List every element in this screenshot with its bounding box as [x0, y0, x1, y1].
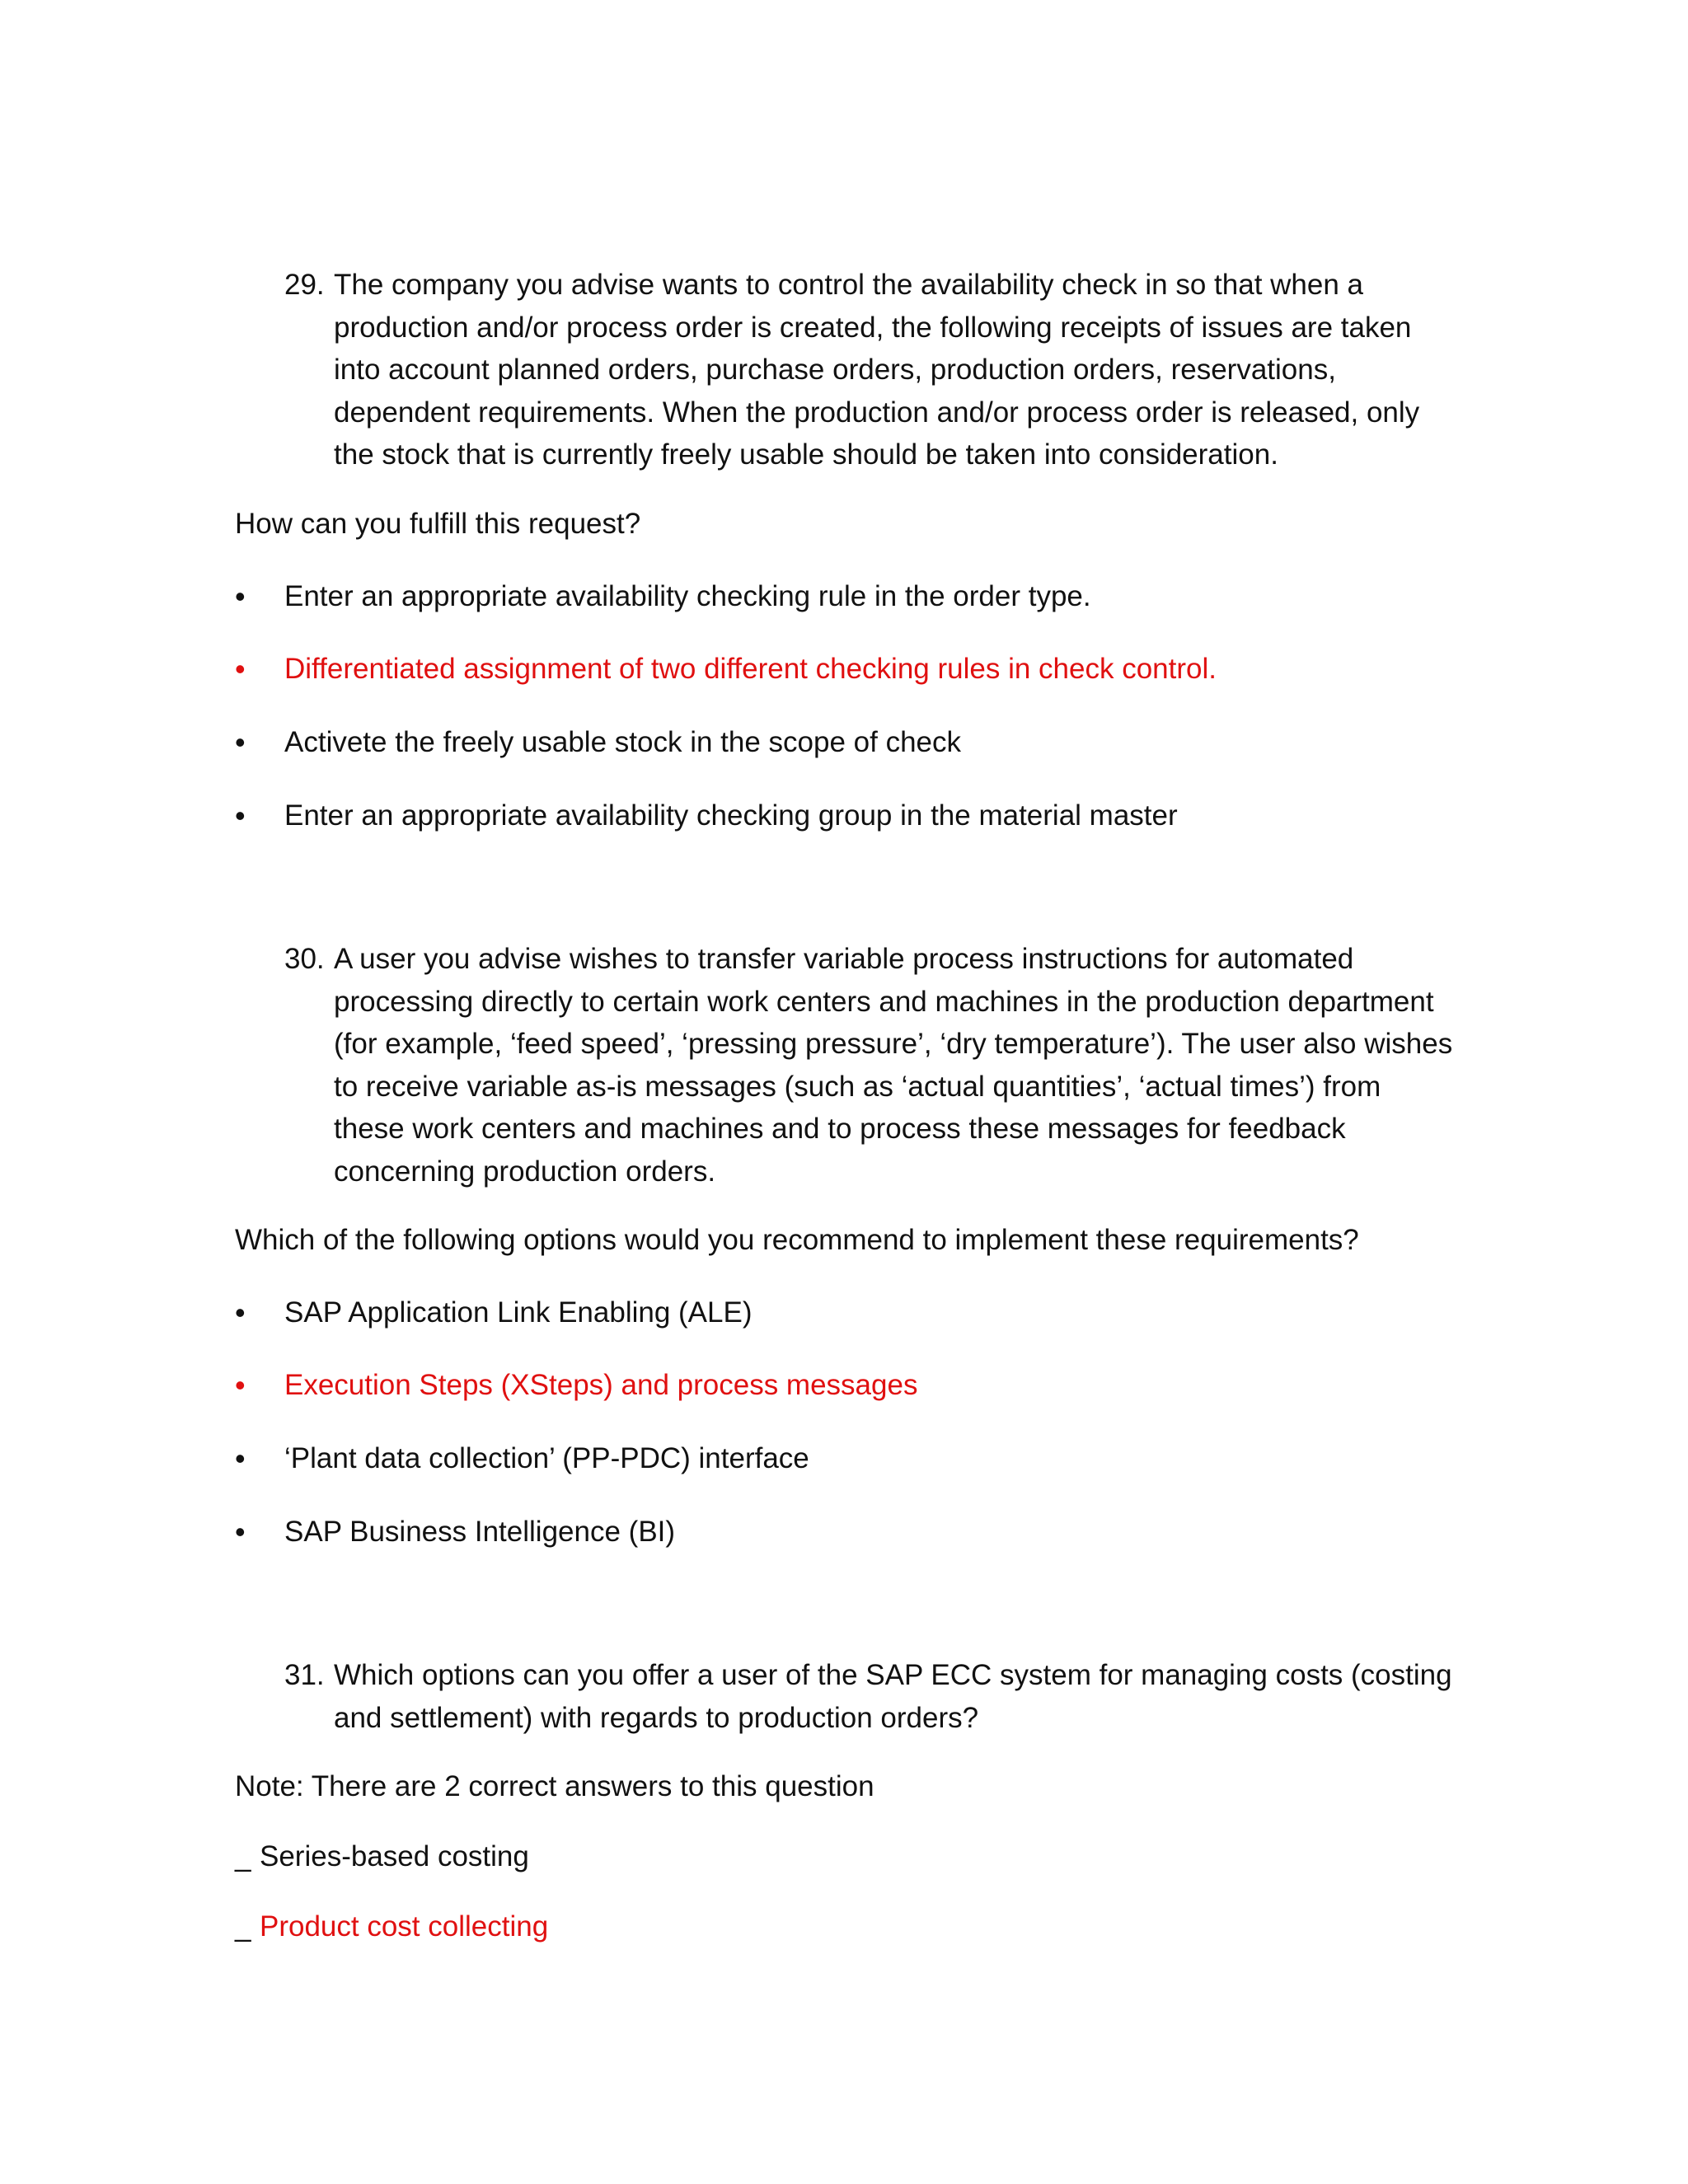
question-29 — [284, 264, 1455, 476]
answer-option-text: Product cost collecting — [260, 1910, 549, 1943]
bullet-icon: • — [235, 725, 246, 759]
answer-option-text: SAP Business Intelligence (BI) — [284, 1516, 676, 1548]
answer-option — [235, 724, 961, 761]
bullet-icon: • — [235, 1296, 246, 1329]
answer-option-text: ‘Plant data collection’ (PP-PDC) interface — [284, 1442, 809, 1474]
answer-option-correct — [235, 651, 1217, 687]
question-text: The company you advise wants to control the availability check in so that when a production and/or process order is created, the following receipts of issues are taken into account planned orders, purchase orders, production orders, reservations, dependent requirements. When the production and/or process order is released, only the stock that is currently freely usable should be taken into consideration. — [334, 269, 1420, 471]
answer-option — [235, 579, 1091, 615]
answer-option-text: Activete the freely usable stock in the scope of check — [284, 726, 961, 758]
question-31 — [284, 1654, 1455, 1739]
answer-option — [235, 1295, 753, 1331]
bullet-icon: • — [235, 652, 246, 686]
answer-option-text: Enter an appropriate availability checking group in the material master — [284, 799, 1178, 832]
answer-option-text: Differentiated assignment of two different checking rules in check control. — [284, 653, 1217, 685]
answer-option — [235, 1441, 809, 1477]
answer-option-text: SAP Application Link Enabling (ALE) — [284, 1296, 753, 1329]
answer-option-text: Series-based costing — [260, 1840, 529, 1872]
bullet-icon: • — [235, 799, 246, 832]
bullet-icon: • — [235, 1515, 246, 1549]
answer-option-correct — [235, 1909, 548, 1945]
answer-option-correct — [235, 1367, 918, 1404]
question-prompt: Which of the following options would you recommend to implement these requirements? — [235, 1224, 1359, 1256]
question-number: 31. — [284, 1659, 325, 1691]
question-text: Which options can you offer a user of the SAP ECC system for managing costs (costing and settlement) with regards to production orders? — [334, 1659, 1452, 1734]
question-note: Note: There are 2 correct answers to this question — [235, 1770, 874, 1802]
question-number: 29. — [284, 269, 325, 301]
question-prompt: How can you fulfill this request? — [235, 508, 641, 540]
answer-option-text: Enter an appropriate availability checking rule in the order type. — [284, 580, 1091, 612]
answer-option — [235, 798, 1178, 834]
answer-option — [235, 1514, 676, 1550]
bullet-icon: • — [235, 1368, 246, 1402]
blank-marker: _ — [235, 1840, 251, 1872]
blank-marker: _ — [235, 1910, 251, 1943]
bullet-icon: • — [235, 1441, 246, 1475]
question-text: A user you advise wishes to transfer variable process instructions for automated processing directly to certain work centers and machines in the production department (for example, ‘feed speed’, ‘pressing pressure’, ‘dry temperature’). The user also wishes to receive variable as-is messages (such as ‘actual quantities’, ‘actual times’) from these work centers and machines and to process these messages for feedback concerning production orders. — [334, 943, 1453, 1188]
question-30 — [284, 938, 1455, 1193]
answer-option — [235, 1839, 529, 1875]
answer-option-text: Execution Steps (XSteps) and process messages — [284, 1369, 918, 1401]
bullet-icon: • — [235, 579, 246, 613]
question-number: 30. — [284, 943, 325, 975]
